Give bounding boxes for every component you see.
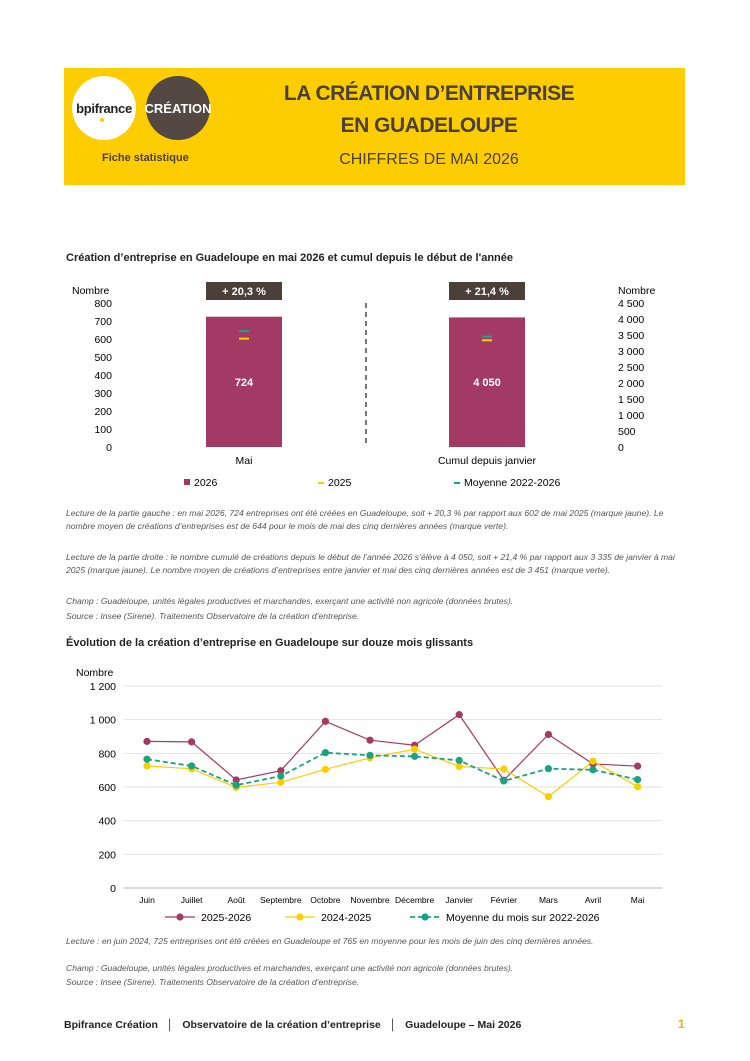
series-average-point (277, 772, 284, 779)
series-2024-2025-point (143, 762, 150, 769)
right-axis-tick: 2 500 (618, 362, 645, 374)
chart1-title: Création d’entreprise en Guadeloupe en mai 2026 et cumul depuis le début de l'année (66, 252, 514, 264)
x-axis-tick: Mars (538, 895, 558, 905)
chart1-note-right: Lecture de la partie droite : le nombre cumulé de créations depuis le début de l’année 2026 s’élève à 4 050, soit + 21,4 % par rapport aux 3 335 de janvier à mai 2025 (marque jaune). Le nombre moyen de créations d’entreprises entre janvier et mai des cinq dernières années est de 3 451 (marque verte). (66, 552, 675, 575)
logo-dot (100, 118, 104, 122)
right-axis-tick: 1 000 (618, 410, 645, 422)
y-axis-tick: 1 000 (89, 714, 116, 727)
category-label: Mai (235, 455, 253, 467)
chart1-champ: Champ : Guadeloupe, unités légales productives et marchandes, exerçant une activité non agricole (données brutes). (66, 596, 514, 606)
series-2025-2026-point (456, 711, 463, 718)
page-subtitle: CHIFFRES DE MAI 2026 (339, 151, 519, 168)
series-average-point (634, 776, 641, 783)
series-average-point (456, 757, 463, 764)
series-average-point (233, 782, 240, 789)
right-axis-tick: 1 500 (618, 394, 645, 406)
series-2025-2026-point (143, 738, 150, 745)
legend-marker (296, 913, 303, 920)
footer (64, 1019, 521, 1031)
x-axis-tick: Février (490, 895, 518, 905)
footer-separator: │ (166, 1019, 174, 1031)
legend-label: Moyenne 2022-2026 (464, 477, 561, 489)
bar-chart (0, 280, 750, 530)
left-axis-title: Nombre (72, 285, 110, 297)
series-2024-2025-point (545, 793, 552, 800)
bpifrance-logo (72, 76, 136, 140)
series-average-point (366, 752, 373, 759)
series-2025-2026-point (188, 738, 195, 745)
x-axis-tick: Décembre (394, 895, 435, 905)
x-axis-tick: Juillet (180, 895, 203, 905)
legend-label: 2025 (328, 477, 352, 489)
page-title-line1: LA CRÉATION D’ENTREPRISE (283, 82, 575, 105)
chart2-title: Évolution de la création d’entreprise en Guadeloupe sur douze mois glissants (66, 637, 474, 649)
creation-logo (146, 76, 210, 140)
y-axis-tick: 200 (98, 849, 116, 862)
chart2-note: Lecture : en juin 2024, 725 entreprises ont été créées en Guadeloupe et 765 en moyenne pour les mois de juin des cinq dernières années. (66, 936, 594, 946)
series-2025-2026-point (366, 737, 373, 744)
line-chart (0, 662, 750, 932)
y-axis-tick: 600 (98, 782, 116, 794)
right-axis-tick: 3 500 (618, 330, 645, 342)
footer-separator: │ (389, 1019, 397, 1031)
x-axis-tick: Janvier (445, 895, 473, 905)
page-number: 1 (678, 1017, 685, 1031)
right-axis-tick: 0 (618, 442, 624, 454)
legend-label: Moyenne du mois sur 2022-2026 (446, 912, 600, 924)
left-axis-tick: 600 (94, 334, 112, 346)
series-average-point (411, 753, 418, 760)
series-2024-2025-point (277, 779, 284, 786)
series-average-point (322, 749, 329, 756)
legend-marker (176, 913, 183, 920)
change-badge-text: + 20,3 % (222, 286, 266, 298)
series-2025-2026-point (322, 718, 329, 725)
series-2025-2026-point (634, 763, 641, 770)
x-axis-tick: Juin (139, 895, 155, 905)
series-average-point (188, 762, 195, 769)
series-average-point (589, 766, 596, 773)
legend-swatch-2026 (184, 479, 190, 485)
legend-label: 2024-2025 (321, 912, 372, 924)
y-axis-tick: 0 (110, 883, 116, 895)
right-axis-tick: 500 (618, 426, 636, 438)
right-axis-tick: 3 000 (618, 346, 645, 358)
change-badge-text: + 21,4 % (465, 286, 509, 298)
left-axis-tick: 800 (94, 298, 112, 310)
series-average-point (143, 756, 150, 763)
left-axis-tick: 0 (106, 442, 112, 454)
fiche-label: Fiche statistique (102, 152, 189, 164)
chart2-source: Source : Insee (Sirene). Traitements Observatoire de la création d’entreprise. (66, 977, 360, 987)
bar-value-label: 4 050 (473, 377, 501, 390)
left-axis-tick: 100 (94, 424, 112, 436)
right-axis-tick: 2 000 (618, 378, 645, 390)
left-axis-tick: 500 (94, 352, 112, 364)
right-axis-title: Nombre (618, 285, 656, 297)
x-axis-tick: Septembre (260, 895, 302, 905)
series-2024-2025-point (634, 783, 641, 790)
legend-marker (421, 913, 428, 920)
legend-label: 2026 (194, 477, 218, 489)
footer-left: Bpifrance Création (64, 1019, 158, 1031)
footer-right: Guadeloupe – Mai 2026 (405, 1019, 522, 1031)
x-axis-tick: Avril (584, 895, 602, 905)
series-average-point (545, 765, 552, 772)
series-2024-2025-point (589, 758, 596, 765)
right-axis-tick: 4 500 (618, 298, 645, 310)
creation-logo-text: CRÉATION (144, 100, 212, 116)
series-2025-2026-point (545, 731, 552, 738)
x-axis-tick: Novembre (350, 895, 390, 905)
chart1-source: Source : Insee (Sirene). Traitements Observatoire de la création d’entreprise. (66, 611, 360, 621)
left-axis-tick: 700 (94, 316, 112, 328)
series-2025-2026-line (147, 715, 638, 781)
x-axis-tick: Mai (630, 895, 645, 905)
left-axis-tick: 300 (94, 388, 112, 400)
footer-middle: Observatoire de la création d’entreprise (182, 1019, 381, 1031)
series-average-point (500, 777, 507, 784)
page-title-line2: EN GUADELOUPE (340, 114, 518, 137)
y-axis-tick: 1 200 (89, 681, 116, 693)
legend-label: 2025-2026 (201, 912, 252, 924)
right-axis-tick: 4 000 (618, 314, 645, 326)
chart2-champ: Champ : Guadeloupe, unités légales productives et marchandes, exerçant une activité non agricole (données brutes). (66, 963, 514, 973)
category-label: Cumul depuis janvier (437, 455, 537, 467)
chart1-note-left: Lecture de la partie gauche : en mai 2026, 724 entreprises ont été créées en Guadeloupe, soit + 20,3 % par rapport aux 602 de mai 2025 (marque jaune). Le nombre moyen de créations d’entreprises est de 644 pour le mois de mai des cinq dernières années (marque verte). (66, 508, 664, 531)
series-2024-2025-point (500, 765, 507, 772)
y-axis-title: Nombre (76, 667, 114, 679)
y-axis-tick: 400 (98, 815, 116, 828)
x-axis-tick: Août (227, 895, 245, 905)
series-2024-2025-point (411, 746, 418, 753)
x-axis-tick: Octobre (310, 895, 341, 905)
y-axis-tick: 800 (98, 748, 116, 761)
left-axis-tick: 400 (94, 370, 112, 382)
bpifrance-logo-text: bpifrance (76, 100, 132, 116)
left-axis-tick: 200 (94, 406, 112, 418)
bar-value-label: 724 (234, 376, 254, 389)
series-2024-2025-point (322, 766, 329, 773)
header-banner (64, 68, 685, 185)
